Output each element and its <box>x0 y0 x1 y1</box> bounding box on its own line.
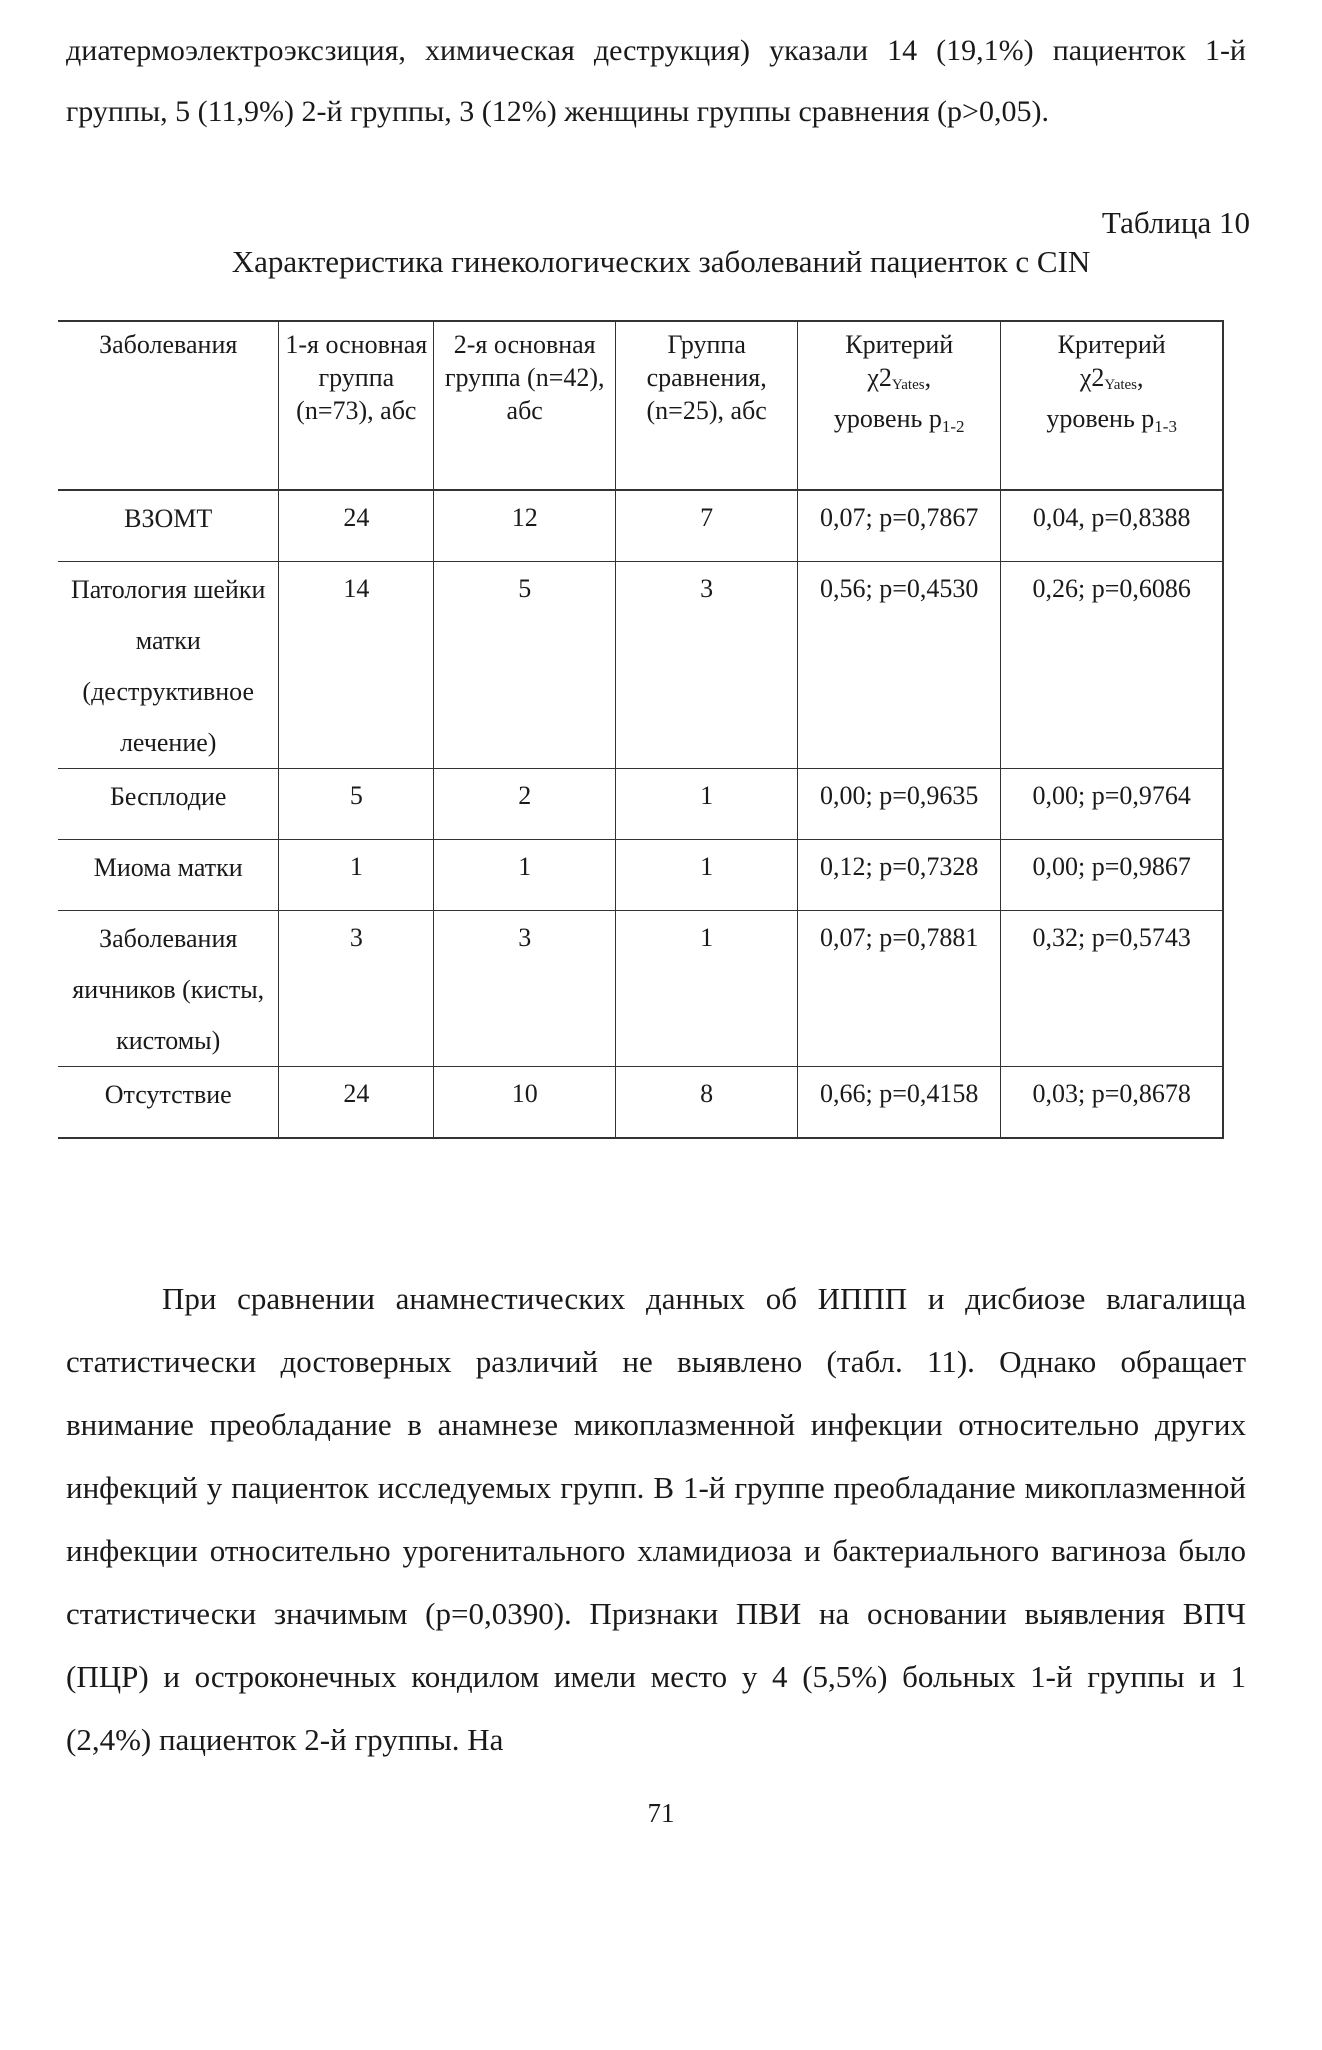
cell-group3: 1 <box>616 911 798 1067</box>
gynecological-diseases-table <box>58 320 1224 1139</box>
cell-p13: 0,00; p=0,9764 <box>1001 769 1223 840</box>
cell-group1: 24 <box>279 1067 434 1139</box>
header-comparison-group: Группа сравнения, (n=25), абс <box>616 321 798 490</box>
cell-p12: 0,12; p=0,7328 <box>798 840 1001 911</box>
cell-p12: 0,66; p=0,4158 <box>798 1067 1001 1139</box>
cell-group1: 3 <box>279 911 434 1067</box>
cell-p12: 0,07; p=0,7881 <box>798 911 1001 1067</box>
cell-group3: 1 <box>616 840 798 911</box>
cell-p12: 0,56; p=0,4530 <box>798 562 1001 769</box>
cell-disease: Патология шейки матки (деструктивное лечение) <box>58 562 279 769</box>
page-number: 71 <box>647 1798 675 1828</box>
cell-group2: 10 <box>434 1067 616 1139</box>
cell-group3: 1 <box>616 769 798 840</box>
header-group1: 1-я основная группа (n=73), абс <box>279 321 434 490</box>
cell-group3: 8 <box>616 1067 798 1139</box>
cell-disease: Миома матки <box>58 840 279 911</box>
cell-group3: 7 <box>616 490 798 562</box>
cell-group3: 3 <box>616 562 798 769</box>
cell-p13: 0,32; p=0,5743 <box>1001 911 1223 1067</box>
cell-group2: 5 <box>434 562 616 769</box>
cell-disease: Заболевания яичников (кисты, кистомы) <box>58 911 279 1067</box>
cell-group2: 1 <box>434 840 616 911</box>
table-row <box>58 562 1223 769</box>
cell-p13: 0,26; p=0,6086 <box>1001 562 1223 769</box>
chi-square-label: $\chi 2_{Yates}$, <box>1079 363 1144 393</box>
header-criterion-1-2 <box>798 321 1001 490</box>
table-row <box>58 769 1223 840</box>
table-caption-title: Характеристика гинекологических заболеваний пациенток с CIN <box>231 244 1091 279</box>
header-criterion-1-3 <box>1001 321 1223 490</box>
cell-group1: 1 <box>279 840 434 911</box>
cell-group1: 14 <box>279 562 434 769</box>
table-row <box>58 911 1223 1067</box>
cell-group1: 5 <box>279 769 434 840</box>
cell-group2: 12 <box>434 490 616 562</box>
cell-disease: ВЗОМТ <box>58 490 279 562</box>
cell-p12: 0,07; p=0,7867 <box>798 490 1001 562</box>
cell-p13: 0,04, p=0,8388 <box>1001 490 1223 562</box>
cell-p12: 0,00; p=0,9635 <box>798 769 1001 840</box>
intro-paragraph: диатермоэлектроэксзиция, химическая деструкция) указали 14 (19,1%) пациенток 1-й группы, 5 (11,9%) 2-й группы, 3 (12%) женщины группы сравнения (p>0,05). <box>66 34 1246 128</box>
table-row <box>58 1067 1223 1139</box>
chi-square-label: $\chi 2_{Yates}$, <box>867 363 932 393</box>
criterion-title: Критерий <box>845 330 954 359</box>
criterion-title: Критерий <box>1057 330 1166 359</box>
table-row <box>58 490 1223 562</box>
body-paragraph: При сравнении анамнестических данных об ИППП и дисбиозе влагалища статистически достоверных различий не выявлено (табл. 11). Однако обращает внимание преобладание в анамнезе микоплазменной инфекции относительно других инфекций у пациенток исследуемых групп. В 1-й группе преобладание микоплазменной инфекции относительно урогенитального хламидиоза и бактериального вагиноза было статистически значимым (p=0,0390). Признаки ПВИ на основании выявления ВПЧ (ПЦР) и остроконечных кондилом имели место у 4 (5,5%) больных 1-й группы и 1 (2,4%) пациенток 2-й группы. На <box>66 1281 1246 1757</box>
cell-p13: 0,03; p=0,8678 <box>1001 1067 1223 1139</box>
table-row <box>58 840 1223 911</box>
table-caption-number: Таблица 10 <box>1101 205 1250 240</box>
cell-disease: Отсутствие <box>58 1067 279 1139</box>
cell-group1: 24 <box>279 490 434 562</box>
table-header-row <box>58 321 1223 490</box>
p-level-label: уровень p1-2 <box>833 404 965 436</box>
header-group2: 2-я основная группа (n=42), абс <box>434 321 616 490</box>
cell-group2: 3 <box>434 911 616 1067</box>
cell-disease: Бесплодие <box>58 769 279 840</box>
cell-group2: 2 <box>434 769 616 840</box>
p-level-label: уровень p1-3 <box>1046 404 1177 436</box>
header-disease: Заболевания <box>58 321 279 490</box>
cell-p13: 0,00; p=0,9867 <box>1001 840 1223 911</box>
